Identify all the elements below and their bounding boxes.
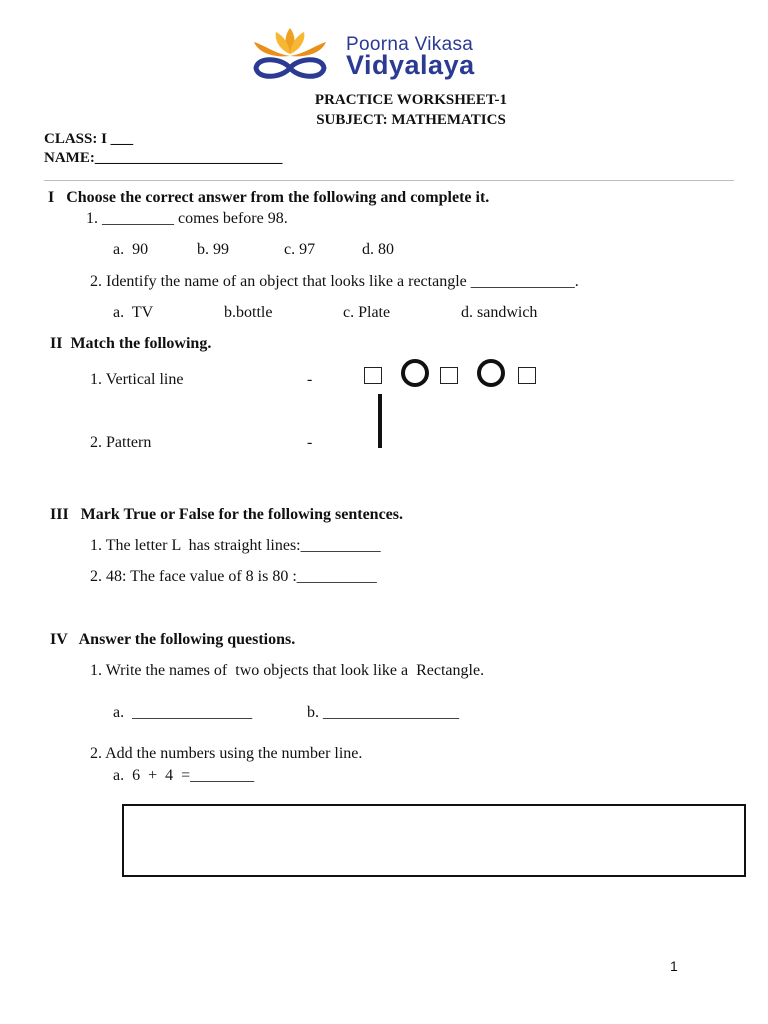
- number-line-answer-box: [122, 804, 746, 877]
- square-shape-icon: [518, 367, 536, 384]
- section4-q1-answer-a: a. _______________: [113, 704, 253, 721]
- section4-q1-answer-b: b. _________________: [307, 704, 459, 721]
- section1-heading: I Choose the correct answer from the following and complete it.: [48, 189, 490, 206]
- page-number: 1: [670, 958, 678, 974]
- section2-heading: II Match the following.: [50, 335, 212, 352]
- match-dash-1: -: [307, 371, 313, 388]
- section4-question2: 2. Add the numbers using the number line.: [90, 745, 363, 762]
- brand-name-line1: Poorna Vikasa: [346, 34, 474, 55]
- section1-q2-option-b: b.bottle: [224, 304, 273, 321]
- section1-q2-option-c: c. Plate: [343, 304, 391, 321]
- brand-name-line2: Vidyalaya: [346, 50, 475, 80]
- section1-q2-option-d: d. sandwich: [461, 304, 538, 321]
- section1-q1-option-a: a. 90: [113, 241, 149, 258]
- section1-question2: 2. Identify the name of an object that looks like a rectangle _____________.: [90, 273, 579, 290]
- section1-q1-option-b: b. 99: [197, 241, 229, 258]
- section1-q1-option-c: c. 97: [284, 241, 316, 258]
- match-item-vertical-line: 1. Vertical line: [90, 371, 184, 388]
- section4-heading: IV Answer the following questions.: [50, 631, 296, 648]
- section4-q2-answer-a: a. 6 + 4 =________: [113, 767, 255, 784]
- school-logo-icon: [248, 24, 332, 82]
- header-divider: [44, 180, 734, 181]
- circle-shape-icon: [477, 359, 505, 387]
- section1-q2-option-a: a. TV: [113, 304, 154, 321]
- section3-question1: 1. The letter L has straight lines:__________: [90, 537, 381, 554]
- square-shape-icon: [440, 367, 458, 384]
- class-field: CLASS: I ___: [44, 131, 134, 147]
- square-shape-icon: [364, 367, 382, 384]
- worksheet-subject: SUBJECT: MATHEMATICS: [316, 112, 506, 128]
- section4-question1: 1. Write the names of two objects that look like a Rectangle.: [90, 662, 485, 679]
- worksheet-title: PRACTICE WORKSHEET-1: [314, 92, 508, 108]
- name-field: NAME:_________________________: [44, 150, 283, 166]
- circle-shape-icon: [401, 359, 429, 387]
- section3-question2: 2. 48: The face value of 8 is 80 :__________: [90, 568, 377, 585]
- vertical-line-shape-icon: [378, 394, 382, 448]
- section3-heading: III Mark True or False for the following sentences.: [50, 506, 404, 523]
- section1-question1: 1. _________ comes before 98.: [86, 210, 288, 227]
- match-dash-2: -: [307, 434, 313, 451]
- match-item-pattern: 2. Pattern: [90, 434, 152, 451]
- section1-q1-option-d: d. 80: [362, 241, 394, 258]
